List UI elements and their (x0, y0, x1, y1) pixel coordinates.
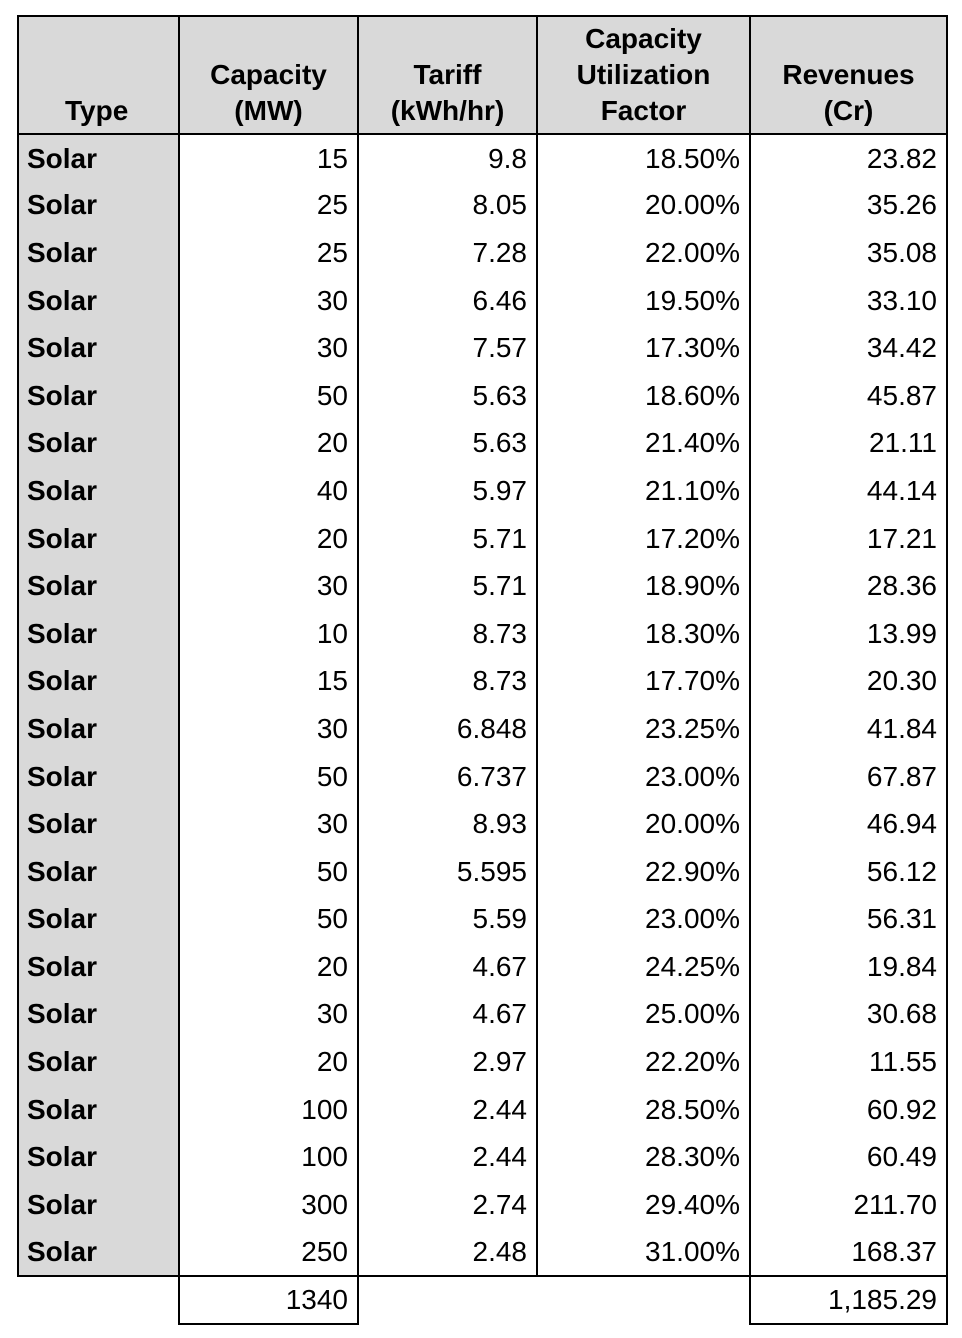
cell-tariff: 8.93 (358, 800, 537, 848)
cell-revenues: 44.14 (750, 467, 947, 515)
header-cuf: Capacity Utilization Factor (537, 16, 750, 134)
cell-tariff: 6.46 (358, 277, 537, 325)
header-row (18, 16, 947, 134)
cell-capacity: 10 (179, 610, 358, 658)
cell-capacity: 30 (179, 324, 358, 372)
cell-revenues: 46.94 (750, 800, 947, 848)
cell-type: Solar (18, 610, 179, 658)
cell-tariff: 9.8 (358, 134, 537, 182)
cell-type: Solar (18, 753, 179, 801)
cell-tariff: 6.848 (358, 705, 537, 753)
cell-cuf: 23.00% (537, 753, 750, 801)
table-row (18, 753, 947, 801)
table-row (18, 277, 947, 325)
cell-revenues: 211.70 (750, 1181, 947, 1229)
cell-type: Solar (18, 562, 179, 610)
cell-capacity: 100 (179, 1086, 358, 1134)
cell-capacity: 20 (179, 420, 358, 468)
table-row (18, 705, 947, 753)
cell-type: Solar (18, 372, 179, 420)
cell-cuf: 18.30% (537, 610, 750, 658)
table-row (18, 610, 947, 658)
cell-cuf: 22.20% (537, 1038, 750, 1086)
cell-cuf: 24.25% (537, 943, 750, 991)
table-row (18, 515, 947, 563)
cell-cuf: 22.90% (537, 848, 750, 896)
cell-revenues: 20.30 (750, 658, 947, 706)
cell-revenues: 34.42 (750, 324, 947, 372)
totals-row (18, 1276, 947, 1324)
cell-revenues: 23.82 (750, 134, 947, 182)
cell-revenues: 56.31 (750, 896, 947, 944)
solar-revenue-table (17, 15, 948, 1325)
cell-cuf: 18.60% (537, 372, 750, 420)
cell-tariff: 5.63 (358, 420, 537, 468)
cell-capacity: 20 (179, 1038, 358, 1086)
cell-type: Solar (18, 515, 179, 563)
table-row (18, 658, 947, 706)
cell-capacity: 30 (179, 705, 358, 753)
cell-cuf: 21.40% (537, 420, 750, 468)
cell-type: Solar (18, 1133, 179, 1181)
cell-revenues: 45.87 (750, 372, 947, 420)
cell-type: Solar (18, 658, 179, 706)
cell-type: Solar (18, 182, 179, 230)
cell-cuf: 23.00% (537, 896, 750, 944)
cell-type: Solar (18, 1038, 179, 1086)
cell-revenues: 21.11 (750, 420, 947, 468)
cell-capacity: 300 (179, 1181, 358, 1229)
cell-cuf: 19.50% (537, 277, 750, 325)
table-row (18, 1133, 947, 1181)
cell-revenues: 13.99 (750, 610, 947, 658)
cell-capacity: 50 (179, 372, 358, 420)
cell-capacity: 250 (179, 1229, 358, 1277)
cell-tariff: 7.57 (358, 324, 537, 372)
cell-capacity: 30 (179, 277, 358, 325)
table-row (18, 943, 947, 991)
table-row (18, 182, 947, 230)
cell-type: Solar (18, 896, 179, 944)
cell-tariff: 4.67 (358, 991, 537, 1039)
cell-type: Solar (18, 991, 179, 1039)
cell-tariff: 5.71 (358, 562, 537, 610)
cell-cuf: 18.50% (537, 134, 750, 182)
table-row (18, 1038, 947, 1086)
cell-tariff: 5.63 (358, 372, 537, 420)
cell-tariff: 4.67 (358, 943, 537, 991)
cell-capacity: 25 (179, 182, 358, 230)
cell-cuf: 17.70% (537, 658, 750, 706)
cell-tariff: 6.737 (358, 753, 537, 801)
table-row (18, 896, 947, 944)
cell-capacity: 30 (179, 562, 358, 610)
cell-revenues: 19.84 (750, 943, 947, 991)
cell-tariff: 8.73 (358, 610, 537, 658)
table-row (18, 562, 947, 610)
cell-type: Solar (18, 1229, 179, 1277)
cell-capacity: 15 (179, 134, 358, 182)
cell-cuf: 18.90% (537, 562, 750, 610)
header-revenues: Revenues (Cr) (750, 16, 947, 134)
cell-tariff: 8.05 (358, 182, 537, 230)
cell-capacity: 30 (179, 991, 358, 1039)
cell-tariff: 5.71 (358, 515, 537, 563)
table-row (18, 467, 947, 515)
cell-type: Solar (18, 277, 179, 325)
cell-type: Solar (18, 467, 179, 515)
totals-blank-cuf (537, 1276, 750, 1324)
cell-type: Solar (18, 1181, 179, 1229)
table-row (18, 372, 947, 420)
table-row (18, 420, 947, 468)
cell-cuf: 21.10% (537, 467, 750, 515)
cell-capacity: 40 (179, 467, 358, 515)
cell-tariff: 2.48 (358, 1229, 537, 1277)
cell-tariff: 2.97 (358, 1038, 537, 1086)
cell-cuf: 20.00% (537, 800, 750, 848)
cell-tariff: 2.44 (358, 1086, 537, 1134)
cell-cuf: 28.50% (537, 1086, 750, 1134)
header-type: Type (18, 16, 179, 134)
cell-capacity: 50 (179, 848, 358, 896)
header-capacity: Capacity (MW) (179, 16, 358, 134)
table-row (18, 991, 947, 1039)
header-tariff: Tariff (kWh/hr) (358, 16, 537, 134)
table-row (18, 848, 947, 896)
cell-revenues: 35.26 (750, 182, 947, 230)
cell-revenues: 30.68 (750, 991, 947, 1039)
cell-capacity: 20 (179, 943, 358, 991)
total-revenues: 1,185.29 (750, 1276, 947, 1324)
cell-cuf: 17.30% (537, 324, 750, 372)
cell-revenues: 60.49 (750, 1133, 947, 1181)
cell-cuf: 31.00% (537, 1229, 750, 1277)
table-row (18, 1181, 947, 1229)
cell-capacity: 30 (179, 800, 358, 848)
cell-revenues: 17.21 (750, 515, 947, 563)
cell-cuf: 23.25% (537, 705, 750, 753)
cell-revenues: 168.37 (750, 1229, 947, 1277)
cell-capacity: 25 (179, 229, 358, 277)
cell-tariff: 8.73 (358, 658, 537, 706)
cell-cuf: 25.00% (537, 991, 750, 1039)
table-row (18, 800, 947, 848)
cell-type: Solar (18, 705, 179, 753)
cell-tariff: 2.44 (358, 1133, 537, 1181)
cell-revenues: 56.12 (750, 848, 947, 896)
cell-capacity: 100 (179, 1133, 358, 1181)
cell-cuf: 20.00% (537, 182, 750, 230)
cell-type: Solar (18, 800, 179, 848)
cell-tariff: 2.74 (358, 1181, 537, 1229)
cell-revenues: 11.55 (750, 1038, 947, 1086)
cell-type: Solar (18, 229, 179, 277)
cell-revenues: 35.08 (750, 229, 947, 277)
cell-cuf: 22.00% (537, 229, 750, 277)
table-row (18, 1086, 947, 1134)
cell-revenues: 67.87 (750, 753, 947, 801)
cell-capacity: 20 (179, 515, 358, 563)
cell-type: Solar (18, 943, 179, 991)
cell-type: Solar (18, 420, 179, 468)
table-row (18, 324, 947, 372)
table-row (18, 229, 947, 277)
cell-cuf: 17.20% (537, 515, 750, 563)
cell-revenues: 41.84 (750, 705, 947, 753)
cell-revenues: 60.92 (750, 1086, 947, 1134)
cell-tariff: 5.97 (358, 467, 537, 515)
total-capacity: 1340 (179, 1276, 358, 1324)
totals-blank (18, 1276, 179, 1324)
cell-capacity: 15 (179, 658, 358, 706)
cell-tariff: 5.595 (358, 848, 537, 896)
cell-capacity: 50 (179, 896, 358, 944)
cell-type: Solar (18, 134, 179, 182)
cell-type: Solar (18, 848, 179, 896)
cell-cuf: 28.30% (537, 1133, 750, 1181)
cell-tariff: 7.28 (358, 229, 537, 277)
cell-revenues: 28.36 (750, 562, 947, 610)
cell-revenues: 33.10 (750, 277, 947, 325)
totals-blank-tariff (358, 1276, 537, 1324)
cell-tariff: 5.59 (358, 896, 537, 944)
table-row (18, 134, 947, 182)
cell-cuf: 29.40% (537, 1181, 750, 1229)
cell-type: Solar (18, 1086, 179, 1134)
cell-type: Solar (18, 324, 179, 372)
table-row (18, 1229, 947, 1277)
cell-capacity: 50 (179, 753, 358, 801)
